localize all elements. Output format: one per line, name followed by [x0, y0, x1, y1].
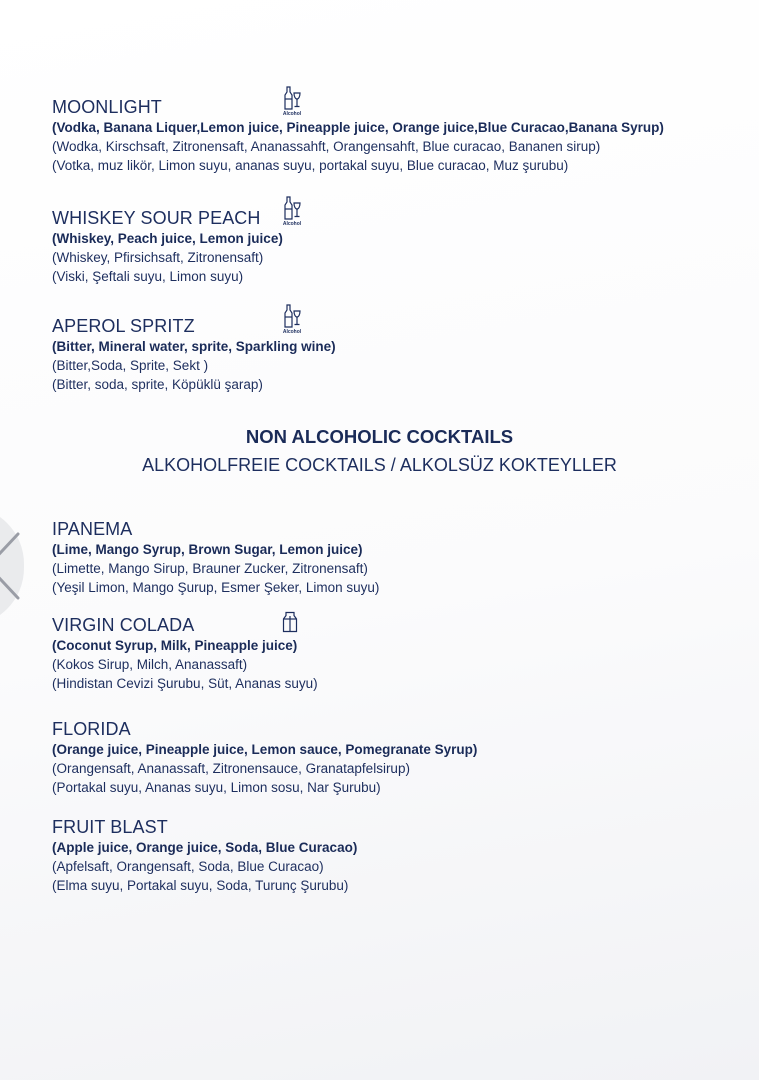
item-ingredients-en: (Bitter, Mineral water, sprite, Sparkling wine) [52, 339, 336, 354]
item-ingredients-en: (Whiskey, Peach juice, Lemon juice) [52, 231, 283, 246]
menu-item-virgin-colada [52, 615, 318, 693]
item-title: FRUIT BLAST [52, 817, 168, 837]
section-heading-non-alcoholic [0, 425, 759, 477]
item-title: APEROL SPRITZ [52, 316, 195, 336]
section-title: NON ALCOHOLIC COCKTAILS [245, 426, 514, 447]
item-ingredients-tr: (Yeşil Limon, Mango Şurup, Esmer Şeker, Limon suyu) [52, 580, 380, 595]
item-ingredients-tr: (Elma suyu, Portakal suyu, Soda, Turunç Şurubu) [52, 878, 349, 893]
alcohol-icon [281, 195, 303, 227]
menu-item-moonlight [52, 97, 664, 175]
alcohol-icon-label: Alcohol [282, 111, 302, 117]
item-ingredients-de: (Bitter,Soda, Sprite, Sekt ) [52, 358, 209, 373]
previous-page-button[interactable] [0, 506, 24, 626]
alcohol-icon [281, 85, 303, 117]
item-ingredients-tr: (Hindistan Cevizi Şurubu, Süt, Ananas suyu) [52, 676, 318, 691]
item-title: FLORIDA [52, 719, 131, 739]
item-ingredients-tr: (Portakal suyu, Ananas suyu, Limon sosu, Nar Şurubu) [52, 780, 381, 795]
item-ingredients-de: (Kokos Sirup, Milch, Ananassaft) [52, 657, 248, 672]
menu-item-fruit-blast [52, 817, 357, 895]
alcohol-icon-label: Alcohol [282, 221, 302, 227]
item-ingredients-de: (Wodka, Kirschsaft, Zitronensaft, Ananassahft, Orangensahft, Blue curacao, Bananen sirup) [52, 139, 601, 154]
item-ingredients-de: (Whiskey, Pfirsichsaft, Zitronensaft) [52, 250, 264, 265]
chevron-left-icon [0, 532, 20, 600]
item-ingredients-tr: (Bitter, soda, sprite, Köpüklü şarap) [52, 377, 263, 392]
alcohol-icon-label: Alcohol [282, 329, 302, 335]
item-title: VIRGIN COLADA [52, 615, 195, 635]
item-ingredients-en: (Orange juice, Pineapple juice, Lemon sauce, Pomegranate Syrup) [52, 742, 478, 757]
item-ingredients-en: (Lime, Mango Syrup, Brown Sugar, Lemon juice) [52, 542, 363, 557]
alcohol-icon [281, 303, 303, 335]
menu-item-florida [52, 719, 477, 797]
item-ingredients-de: (Limette, Mango Sirup, Brauner Zucker, Zitronensaft) [52, 561, 368, 576]
menu-item-whiskey-sour-peach [52, 208, 283, 286]
item-title: WHISKEY SOUR PEACH [52, 208, 261, 228]
item-ingredients-de: (Orangensaft, Ananassaft, Zitronensauce, Granatapfelsirup) [52, 761, 410, 776]
milk-carton-icon [282, 611, 298, 633]
menu-item-ipanema [52, 519, 379, 597]
item-ingredients-tr: (Votka, muz likör, Limon suyu, ananas suyu, portakal suyu, Blue curacao, Muz şurubu) [52, 158, 569, 173]
item-title: MOONLIGHT [52, 97, 162, 117]
item-ingredients-en: (Vodka, Banana Liquer,Lemon juice, Pineapple juice, Orange juice,Blue Curacao,Banana Syrup) [52, 120, 664, 135]
item-ingredients-de: (Apfelsaft, Orangensaft, Soda, Blue Curacao) [52, 859, 324, 874]
item-ingredients-en: (Apple juice, Orange juice, Soda, Blue Curacao) [52, 840, 358, 855]
item-title: IPANEMA [52, 519, 133, 539]
item-ingredients-en: (Coconut Syrup, Milk, Pineapple juice) [52, 638, 298, 653]
section-subtitle: ALKOHOLFREIE COCKTAILS / ALKOLSÜZ KOKTEYLLER [142, 455, 617, 475]
item-ingredients-tr: (Viski, Şeftali suyu, Limon suyu) [52, 269, 244, 284]
